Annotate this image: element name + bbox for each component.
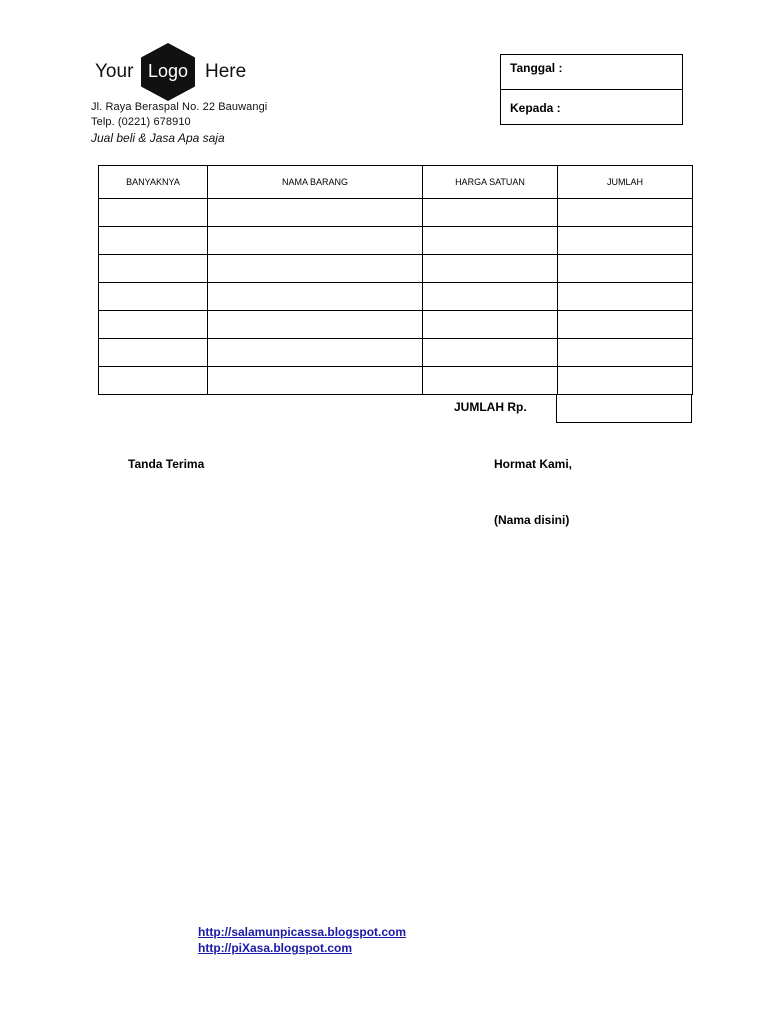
- total-amount-cell[interactable]: [556, 394, 692, 423]
- table-row: [99, 227, 693, 255]
- item-name-cell[interactable]: [208, 367, 423, 395]
- company-phone: Telp. (0221) 678910: [91, 116, 191, 128]
- table-row: [99, 255, 693, 283]
- amount-cell[interactable]: [558, 367, 693, 395]
- amount-cell[interactable]: [558, 311, 693, 339]
- logo-text-left: Your: [95, 61, 134, 82]
- sender-signature-label: Hormat Kami,: [494, 457, 573, 471]
- table-row: [99, 367, 693, 395]
- logo-text-right: Here: [205, 61, 247, 82]
- header-quantity: BANYAKNYA: [99, 166, 208, 199]
- amount-cell[interactable]: [558, 255, 693, 283]
- quantity-cell[interactable]: [99, 311, 208, 339]
- footer-link-salamunpicassa[interactable]: http://salamunpicassa.blogspot.com: [198, 925, 407, 939]
- logo-text-middle: Logo: [147, 61, 189, 81]
- date-row[interactable]: [501, 55, 682, 90]
- quantity-cell[interactable]: [99, 283, 208, 311]
- amount-cell[interactable]: [558, 227, 693, 255]
- unit-price-cell[interactable]: [423, 311, 558, 339]
- header-item-name: NAMA BARANG: [208, 166, 423, 199]
- footer-link-pixasa[interactable]: http://piXasa.blogspot.com: [198, 941, 353, 955]
- item-name-cell[interactable]: [208, 227, 423, 255]
- table-row: [99, 339, 693, 367]
- amount-cell[interactable]: [558, 199, 693, 227]
- company-tagline: Jual beli & Jasa Apa saja: [91, 131, 225, 145]
- item-name-cell[interactable]: [208, 199, 423, 227]
- recipient-label: Kepada :: [510, 101, 561, 115]
- amount-cell[interactable]: [558, 339, 693, 367]
- unit-price-cell[interactable]: [423, 283, 558, 311]
- quantity-cell[interactable]: [99, 255, 208, 283]
- sender-name-placeholder: (Nama disini): [494, 513, 570, 527]
- table-row: [99, 311, 693, 339]
- table-header-row: [99, 166, 693, 199]
- item-name-cell[interactable]: [208, 283, 423, 311]
- items-table: [98, 165, 693, 395]
- receiver-signature-label: Tanda Terima: [128, 457, 205, 471]
- info-box: [500, 54, 683, 125]
- unit-price-cell[interactable]: [423, 339, 558, 367]
- recipient-row[interactable]: [501, 90, 682, 125]
- table-row: [99, 283, 693, 311]
- unit-price-cell[interactable]: [423, 227, 558, 255]
- unit-price-cell[interactable]: [423, 255, 558, 283]
- header-unit-price: HARGA SATUAN: [423, 166, 558, 199]
- table-row: [99, 199, 693, 227]
- quantity-cell[interactable]: [99, 339, 208, 367]
- quantity-cell[interactable]: [99, 367, 208, 395]
- quantity-cell[interactable]: [99, 227, 208, 255]
- item-name-cell[interactable]: [208, 339, 423, 367]
- footer-links: [198, 924, 406, 956]
- item-name-cell[interactable]: [208, 311, 423, 339]
- items-table-body: [99, 199, 693, 395]
- item-name-cell[interactable]: [208, 255, 423, 283]
- unit-price-cell[interactable]: [423, 199, 558, 227]
- company-address: Jl. Raya Beraspal No. 22 Bauwangi: [91, 101, 268, 113]
- unit-price-cell[interactable]: [423, 367, 558, 395]
- date-label: Tanggal :: [510, 61, 563, 75]
- company-logo: [95, 43, 265, 101]
- amount-cell[interactable]: [558, 283, 693, 311]
- quantity-cell[interactable]: [99, 199, 208, 227]
- header-amount: JUMLAH: [558, 166, 693, 199]
- total-label: JUMLAH Rp.: [454, 400, 527, 414]
